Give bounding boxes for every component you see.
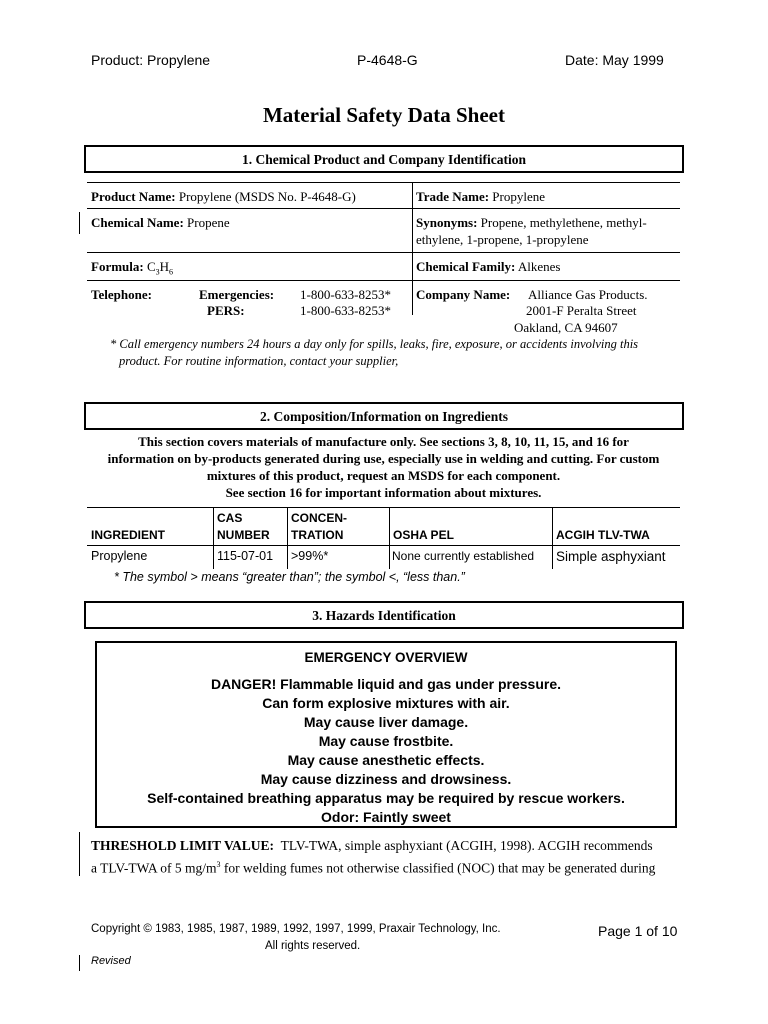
header-doc-number: P-4648-G: [357, 52, 418, 68]
table-header-osha: OSHA PEL: [393, 528, 454, 542]
header-date: Date: May 1999: [565, 52, 664, 68]
table-cell-concentration: >99%*: [291, 549, 329, 563]
overview-line: Can form explosive mixtures with air.: [262, 695, 510, 711]
emergency-footnote-line1: * Call emergency numbers 24 hours a day only for spills, leaks, fire, exposure, or accidents involving this: [110, 337, 639, 351]
formula: Formula: $C_3H_6$: [91, 259, 174, 277]
overview-line: Odor: Faintly sweet: [321, 809, 451, 825]
company-line1: Alliance Gas Products.: [528, 287, 648, 302]
table-cell-ingredient: Propylene: [91, 549, 148, 563]
table-cell-osha: None currently established: [392, 549, 535, 563]
table-header-cas: CAS NUMBER: [217, 511, 270, 542]
section2-heading: 2. Composition/Information on Ingredients: [84, 402, 684, 430]
rights-reserved: All rights reserved.: [265, 940, 361, 952]
threshold-limit-value: THRESHOLD LIMIT VALUE: TLV-TWA, simple asphyxiant (ACGIH, 1998). ACGIH recommends a TLV-TWA of 5 $mg/m^3$ for welding fumes not otherwise classified (NOC) that may be generated during: [91, 838, 656, 876]
telephone-label: Telephone:: [91, 287, 152, 302]
emergency-footnote-line2: product. For routine information, contact your supplier,: [119, 354, 399, 368]
table-column-divider: [287, 507, 288, 569]
synonyms: Synonyms: Propene, methylethene, methyl- ethylene, 1-propene, 1-propylene: [416, 215, 647, 247]
section1-heading: 1. Chemical Product and Company Identification: [84, 145, 684, 173]
revision-bar: [79, 212, 80, 234]
divider: [87, 208, 680, 209]
pers-label: PERS:: [207, 303, 245, 318]
revision-bar: [79, 955, 80, 971]
company-line2: 2001-F Peralta Street: [526, 303, 637, 318]
section3-heading: 3. Hazards Identification: [84, 601, 684, 629]
page-number: Page 1 of 10: [598, 923, 678, 939]
copyright: Copyright © 1983, 1985, 1987, 1989, 1992, 1997, 1999, Praxair Technology, Inc.: [91, 923, 501, 935]
divider: [87, 182, 680, 183]
header-product: Product: Propylene: [91, 52, 211, 68]
product-name: Product Name: Propylene (MSDS No. P-4648-G): [91, 189, 356, 204]
section2-intro-line1: This section covers materials of manufacture only. See sections 3, 8, 10, 11, 15, and 16 for: [138, 434, 629, 449]
emergency-overview-title: EMERGENCY OVERVIEW: [304, 650, 468, 665]
column-divider: [412, 182, 413, 315]
table-cell-cas: 115-07-01: [217, 549, 274, 563]
table-header-ingredient: INGREDIENT: [91, 528, 166, 542]
overview-line: May cause frostbite.: [318, 733, 454, 749]
emergency-overview-box: [95, 641, 677, 828]
section2-intro-line3: mixtures of this product, request an MSDS for each component.: [206, 468, 561, 483]
revised-label: Revised: [91, 955, 131, 967]
overview-line: Self-contained breathing apparatus may be required by rescue workers.: [147, 790, 625, 806]
section2-intro-line4: See section 16 for important information about mixtures.: [225, 485, 542, 500]
section2-intro-line2: information on by-products generated during use, especially use in welding and cutting. For custom: [107, 451, 660, 466]
chemical-family: Chemical Family: Alkenes: [416, 259, 561, 274]
document-title: Material Safety Data Sheet: [262, 103, 505, 127]
company-line3: Oakland, CA 94607: [514, 320, 618, 335]
company-name-label: Company Name:: [416, 287, 511, 302]
table-cell-acgih: Simple asphyxiant: [556, 549, 666, 564]
chemical-name: Chemical Name: Propene: [91, 215, 230, 230]
overview-line: May cause anesthetic effects.: [287, 752, 485, 768]
emergencies-label: Emergencies:: [199, 287, 275, 302]
table-header-acgih: ACGIH TLV-TWA: [556, 528, 650, 542]
overview-line: DANGER! Flammable liquid and gas under pressure.: [210, 676, 562, 692]
table-top-border: [87, 507, 680, 508]
table-header-border: [87, 545, 680, 546]
revision-bar: [79, 832, 80, 876]
table-header-concentration: CONCEN- TRATION: [291, 511, 347, 542]
table-column-divider: [389, 507, 390, 569]
pers-number: 1-800-633-8253*: [300, 303, 391, 318]
overview-line: May cause liver damage.: [303, 714, 469, 730]
divider: [87, 280, 680, 281]
divider: [87, 252, 680, 253]
trade-name: Trade Name: Propylene: [416, 189, 546, 204]
symbol-note: * The symbol > means “greater than”; the symbol <, “less than.”: [114, 570, 465, 584]
emergencies-number: 1-800-633-8253*: [300, 287, 391, 302]
overview-line: May cause dizziness and drowsiness.: [260, 771, 512, 787]
table-column-divider: [213, 507, 214, 569]
table-column-divider: [552, 507, 553, 569]
